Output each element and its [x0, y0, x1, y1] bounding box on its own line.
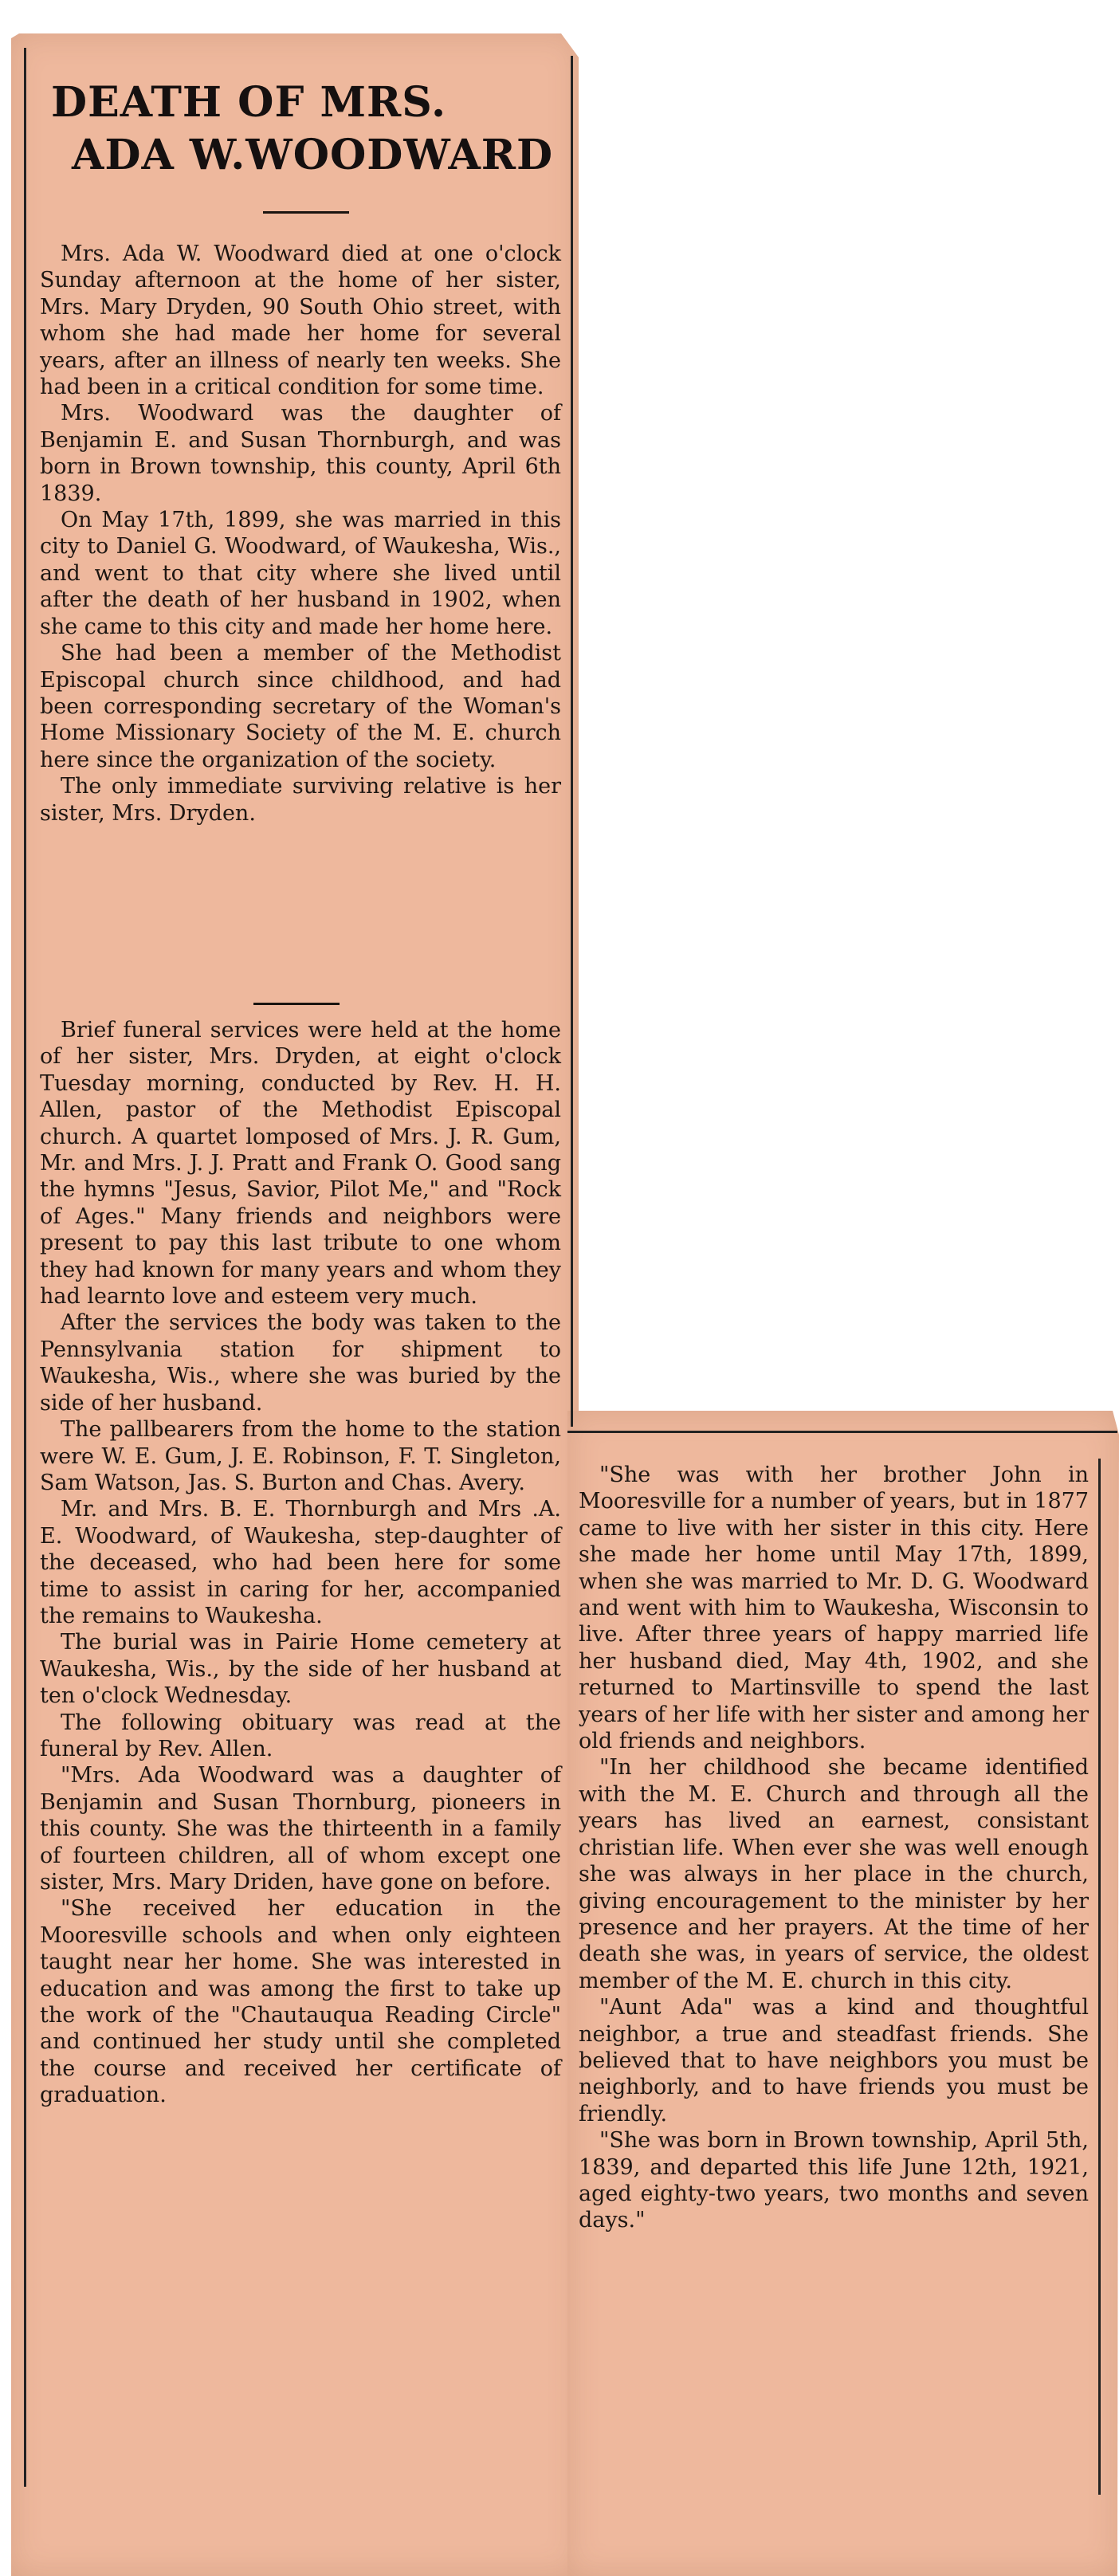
paragraph: The only immediate surviving relative is her sister, Mrs. Dryden. — [40, 774, 561, 826]
paragraph: "Mrs. Ada Woodward was a daughter of Benjamin and Susan Thornburg, pioneers in this county. She was the thirteenth in a family of fourteen children, all of whom except one sister, Mrs. Mary Driden, have gone on before. — [40, 1763, 561, 1895]
paragraph: Mr. and Mrs. B. E. Thornburgh and Mrs .A. E. Woodward, of Waukesha, step-daughter of the deceased, who had been here for some time to assist in caring for her, accompanied the remains to Waukesha. — [40, 1497, 561, 1628]
paragraph: Mrs. Woodward was the daughter of Benjamin E. and Susan Thornburgh, and was born in Brown township, this county, April 6th 1839. — [40, 401, 561, 506]
article-column-left-top — [40, 241, 561, 827]
article-column-left-bottom — [40, 1017, 561, 2109]
article-column-right — [579, 1462, 1089, 2234]
column-rule-left — [24, 48, 26, 2487]
paragraph: The following obituary was read at the funeral by Rev. Allen. — [40, 1710, 561, 1761]
headline-rule — [263, 211, 349, 214]
paragraph: She had been a member of the Methodist Episcopal church since childhood, and had been corresponding secretary of the Woman's Home Missionary Society of the M. E. church here since the organization of the society. — [40, 641, 561, 772]
paragraph: On May 17th, 1899, she was married in this city to Daniel G. Woodward, of Waukesha, Wis., and went to that city where she lived until after the death of her husband in 1902, when she came to this city and made her home here. — [40, 508, 561, 639]
paragraph: "She was born in Brown township, April 5th, 1839, and departed this life June 12th, 1921, aged eighty-two years, two months and seven days." — [579, 2128, 1089, 2233]
paragraph: The pallbearers from the home to the station were W. E. Gum, J. E. Robinson, F. T. Singleton, Sam Watson, Jas. S. Burton and Chas. Avery. — [40, 1417, 561, 1495]
column-rule-center — [571, 56, 573, 1427]
paragraph: "In her childhood she became identified with the M. E. Church and through all the years has lived an earnest, consistant christian life. When ever she was well enough she was always in her place in the church, giving encouragement to the minister by her presence and her prayers. At the time of her death she was, in years of service, the oldest member of the M. E. church in this city. — [579, 1755, 1089, 1993]
paragraph: "She received her education in the Mooresville schools and when only eighteen taught near her home. She was interested in education and was among the first to take up the work of the "Chautauqua Reading Circle" and continued her study until she completed the course and received her certificate of graduation. — [40, 1896, 561, 2108]
right-column-top-rule — [567, 1431, 1117, 1433]
paragraph: The burial was in Pairie Home cemetery at Waukesha, Wis., by the side of her husband at ten o'clock Wednesday. — [40, 1630, 561, 1709]
headline — [51, 77, 577, 182]
column-rule-right — [1098, 1459, 1101, 2495]
headline-line-2: ADA W.WOODWARD — [72, 131, 554, 179]
paragraph: Mrs. Ada W. Woodward died at one o'clock Sunday afternoon at the home of her sister, Mrs. Mary Dryden, 90 South Ohio street, with whom she had made her home for several years, after an illness of nearly ten weeks. She had been in a critical condition for some time. — [40, 242, 561, 400]
paragraph: "She was with her brother John in Mooresville for a number of years, but in 1877 came to live with her sister in this city. Here she made her home until May 17th, 1899, when she was married to Mr. D. G. Woodward and went with him to Waukesha, Wisconsin to live. After three years of happy married life her husband died, May 4th, 1902, and she returned to Martinsville to spend the last years of her life with her sister and among her old friends and neighbors. — [579, 1463, 1089, 1754]
paragraph: "Aunt Ada" was a kind and thoughtful neighbor, a true and steadfast friends. She believed that to have neighbors you must be neighborly, and to have friends you must be friendly. — [579, 1995, 1089, 2126]
section-divider — [253, 1003, 340, 1005]
paragraph: Brief funeral services were held at the home of her sister, Mrs. Dryden, at eight o'clock Tuesday morning, conducted by Rev. H. H. Allen, pastor of the Methodist Episcopal church. A quartet lomposed of Mrs. J. R. Gum, Mr. and Mrs. J. J. Pratt and Frank O. Good sang the hymns "Jesus, Savior, Pilot Me," and "Rock of Ages." Many friends and neighbors were present to pay this last tribute to one whom they had known for many years and whom they had learnto love and esteem very much. — [40, 1018, 561, 1310]
paragraph: After the services the body was taken to the Pennsylvania station for shipment to Waukesha, Wis., where she was buried by the side of her husband. — [40, 1310, 561, 1416]
headline-line-1: DEATH OF MRS. — [51, 78, 447, 127]
